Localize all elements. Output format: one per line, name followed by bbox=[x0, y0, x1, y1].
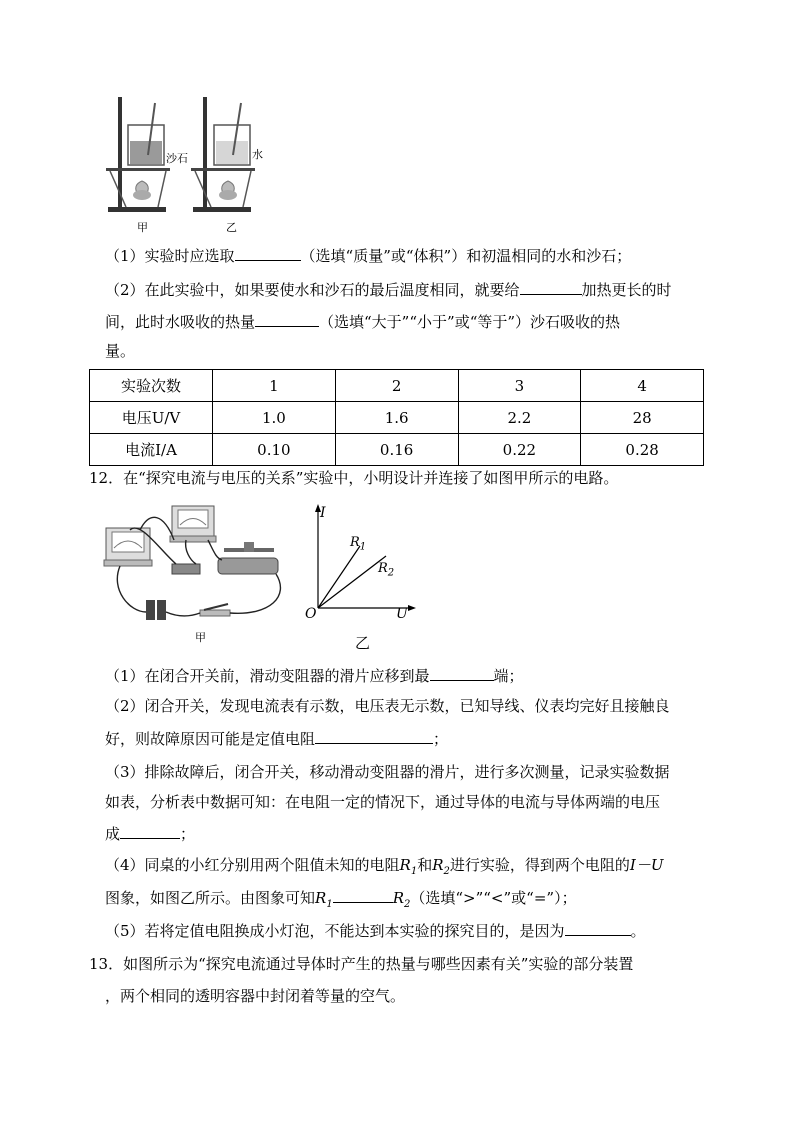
graph-x-label: U bbox=[396, 606, 408, 622]
circuit-figure bbox=[100, 500, 300, 630]
label-water: 水 bbox=[252, 148, 263, 161]
answer-blank[interactable] bbox=[430, 664, 494, 681]
graph-origin-label: O bbox=[305, 606, 317, 622]
table-cell: 4 bbox=[581, 370, 704, 402]
q12-part2-line1: （2）闭合开关，发现电流表有示数，电压表无示数，已知导线、仪表均完好且接触良 bbox=[105, 697, 670, 715]
table-row bbox=[90, 434, 704, 466]
answer-blank[interactable] bbox=[520, 278, 582, 295]
label-yi-1: 乙 bbox=[226, 221, 237, 234]
graph-y-label: I bbox=[320, 505, 326, 521]
table-cell: 2 bbox=[335, 370, 458, 402]
table-cell: 0.16 bbox=[335, 434, 458, 466]
table-cell: 0.28 bbox=[581, 434, 704, 466]
table-cell: 1.0 bbox=[213, 402, 336, 434]
data-table bbox=[89, 369, 704, 466]
label-sand: 沙石 bbox=[166, 152, 188, 165]
answer-blank[interactable] bbox=[315, 727, 433, 744]
table-cell: 1 bbox=[213, 370, 336, 402]
table-cell: 1.6 bbox=[335, 402, 458, 434]
q11-part2-line1: （2）在此实验中，如果要使水和沙石的最后温度相同，就要给 加热更长的时 bbox=[105, 278, 705, 301]
label-jia-1: 甲 bbox=[137, 221, 148, 234]
q12-part3-line2: 如表，分析表中数据可知：在电阻一定的情况下，通过导体的电流与导体两端的电压 bbox=[105, 793, 661, 811]
q12-part4-line2: 图象，如图乙所示。由图象可知$R_1$ $R_2$（选填“>”“<”或“=”）； bbox=[105, 886, 705, 916]
q12-part5: （5）若将定值电阻换成小灯泡，不能达到本实验的探究目的，是因为 。 bbox=[105, 919, 705, 942]
q11-part1: （1）实验时应选取 （选填“质量”或“体积”）和初温相同的水和沙石； bbox=[105, 244, 705, 267]
table-cell: 2.2 bbox=[458, 402, 581, 434]
q12-part1: （1）在闭合开关前，滑动变阻器的滑片应移到最 端； bbox=[105, 664, 705, 687]
graph-line-r2-label: $R_2$ bbox=[378, 561, 395, 579]
label-yi-2: 乙 bbox=[355, 634, 371, 652]
table-cell: 实验次数 bbox=[90, 370, 213, 402]
table-cell: 0.10 bbox=[213, 434, 336, 466]
q12-part3-line3: 成 ； bbox=[105, 822, 705, 845]
table-cell: 28 bbox=[581, 402, 704, 434]
table-cell: 电压U/V bbox=[90, 402, 213, 434]
q11-part2-line3: 量。 bbox=[105, 342, 136, 360]
answer-blank[interactable] bbox=[120, 822, 180, 839]
answer-blank[interactable] bbox=[235, 244, 301, 261]
q13-line1: 13．如图所示为“探究电流通过导体时产生的热量与哪些因素有关”实验的部分装置 bbox=[89, 955, 634, 973]
table-cell: 3 bbox=[458, 370, 581, 402]
table-row bbox=[90, 402, 704, 434]
q12-part4-line1: （4）同桌的小红分别用两个阻值未知的电阻$R_1$和$R_2$进行实验，得到两个电阻的I－U bbox=[105, 856, 664, 877]
answer-blank[interactable] bbox=[255, 310, 319, 327]
table-cell: 0.22 bbox=[458, 434, 581, 466]
table-row bbox=[90, 370, 704, 402]
q13-line2: ，两个相同的透明容器中封闭着等量的空气。 bbox=[105, 987, 406, 1005]
answer-blank[interactable] bbox=[333, 886, 393, 903]
q12-part2-line2: 好，则故障原因可能是定值电阻 ； bbox=[105, 727, 705, 750]
label-jia-2: 甲 bbox=[195, 631, 206, 644]
q11-part2-line2: 间，此时水吸收的热量 （选填“大于”“小于”或“等于”）沙石吸收的热 bbox=[105, 310, 705, 333]
q12-part3-line1: （3）排除故障后，闭合开关，移动滑动变阻器的滑片，进行多次测量，记录实验数据 bbox=[105, 763, 670, 781]
q12-stem: 12．在“探究电流与电压的关系”实验中，小明设计并连接了如图甲所示的电路。 bbox=[89, 469, 619, 487]
table-cell: 电流I/A bbox=[90, 434, 213, 466]
graph-line-r1-label: $R_1$ bbox=[350, 535, 367, 553]
answer-blank[interactable] bbox=[565, 919, 631, 936]
